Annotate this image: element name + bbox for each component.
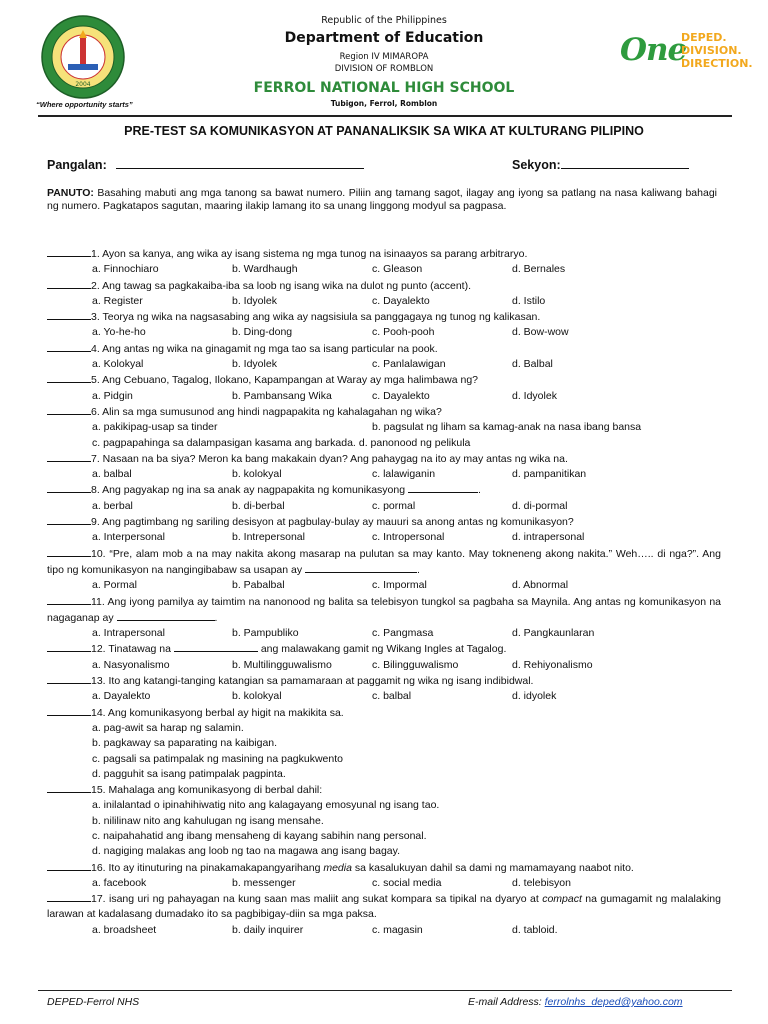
question-16 (47, 860, 721, 876)
choice-d: d. di-pormal (512, 499, 568, 512)
question-17 (47, 891, 721, 923)
choice-a: a. Intrapersonal (92, 627, 165, 640)
answer-blank-2[interactable] (47, 278, 91, 289)
choice-d: d. idyolek (512, 690, 557, 703)
question-1 (47, 246, 721, 262)
inline-blank[interactable] (174, 641, 258, 652)
question-8 (47, 482, 721, 498)
letterhead (0, 0, 768, 112)
choice-a: a. Dayalekto (92, 690, 151, 703)
answer-blank-1[interactable] (47, 246, 91, 257)
inline-blank[interactable] (305, 562, 417, 573)
directions (47, 187, 717, 213)
one-logo-stack (681, 31, 753, 70)
answer-blank-7[interactable] (47, 451, 91, 462)
choice-b: b. daily inquirer (232, 923, 304, 936)
choice-d: d. pagguhit sa isang patimpalak pagpinta. (92, 767, 286, 780)
question-emphasis: media (323, 861, 352, 874)
choices-12 (47, 658, 721, 673)
choice-c: c. Pangmasa (372, 627, 434, 640)
school-motto: “Where opportunity starts” (36, 100, 133, 109)
question-end: . (417, 563, 420, 576)
republic-text: Republic of the Philippines (321, 15, 447, 26)
question-11 (47, 594, 721, 627)
question-list (47, 246, 721, 938)
choices-6-row2 (47, 436, 721, 451)
question-text: 6. Alin sa mga sumusunod ang hindi nagpapakita ng kahalagahan ng wika? (91, 405, 442, 418)
question-14 (47, 705, 721, 721)
choice-d: d. Bernales (512, 263, 566, 276)
question-4 (47, 341, 721, 357)
choice-c: c. pagsali sa patimpalak ng masining na pagkukwento (92, 752, 343, 765)
choice-b: b. Pambansang Wika (232, 389, 332, 402)
choice-c: c. Dayalekto (372, 389, 430, 402)
answer-blank-12[interactable] (47, 641, 91, 652)
choice-d: d. panonood ng pelikula (358, 436, 471, 449)
choice-b: b. Pampubliko (232, 627, 299, 640)
question-text: 4. Ang antas ng wika na ginagamit ng mga tao sa isang particular na pook. (91, 342, 438, 355)
question-text: 16. Ito ay itinuturing na pinakamakapangyarihang (91, 861, 324, 874)
choice-b: b. Idyolek (232, 358, 277, 371)
choice-b: b. kolokyal (232, 468, 282, 481)
question-emphasis: compact (542, 893, 582, 906)
choice-a: a. facebook (92, 876, 147, 889)
question-12 (47, 641, 721, 657)
answer-blank-5[interactable] (47, 372, 91, 383)
question-text: 9. Ang pagtimbang ng sariling desisyon at pagbulay-bulay ay mauuri sa anong antas ng komunikasyon? (91, 516, 574, 529)
question-text: 13. Ito ang katangi-tanging katangian sa pamamaraan at paggamit ng wika ng isang indibidwal. (91, 675, 534, 688)
choice-b: b. Wardhaugh (232, 263, 298, 276)
directions-text: Basahing mabuti ang mga tanong sa bawat numero. Piliin ang tamang sagot, ilagay ang iyong sa patlang na nasa kaliwang bahagi ng numero. Pagkatapos sagutan, maaring ilakip lamang ito sa unang linggong modyul sa pagpasa. (47, 187, 717, 212)
one-logo-word: One (620, 32, 687, 68)
question-2 (47, 278, 721, 294)
choice-a: a. Interpersonal (92, 531, 165, 544)
school-address: Tubigon, Ferrol, Romblon (330, 99, 438, 108)
choice-b: b. Idyolek (232, 294, 277, 307)
choice-d: d. tabloid. (512, 923, 558, 936)
question-text: 5. Ang Cebuano, Tagalog, Ilokano, Kapampangan at Waray ay mga halimbawa ng? (91, 374, 479, 387)
question-text-post: na gumagamit ng malalaking larawan at kadalasang dumadako ito sa pagbibigay-diin sa mga paksa. (47, 893, 721, 921)
choice-a: a. Nasyonalismo (92, 658, 170, 671)
choice-d: d. telebisyon (512, 876, 571, 889)
question-10 (47, 546, 721, 579)
department-text: Department of Education (284, 30, 484, 46)
choice-b: b. Intrepersonal (232, 531, 305, 544)
choices-9 (47, 530, 721, 545)
choice-a: a. broadsheet (92, 923, 157, 936)
choice-c: c. pormal (372, 499, 416, 512)
question-text: 1. Ayon sa kanya, ang wika ay isang sistema ng mga tunog na isinaayos sa parang arbitraryo. (91, 248, 528, 260)
name-label: Pangalan: (47, 158, 107, 172)
choice-c: c. pagpapahinga sa dalampasigan kasama ang barkada. (92, 436, 356, 449)
question-text: 10. “Pre, alam mob a na may nakita akong masarap na pulutan sa may kanto. May tokneneng akong nakita.” Weh….. di nga?”. Ang tipo ng komunikasyon na nangingibabaw sa usapan ay (47, 547, 721, 576)
choice-c: c. Intropersonal (372, 531, 445, 544)
choice-c: c. Gleason (372, 263, 423, 276)
answer-blank-17[interactable] (47, 891, 91, 902)
one-deped-logo (620, 30, 760, 76)
inline-blank[interactable] (117, 610, 215, 621)
inline-blank[interactable] (408, 482, 478, 493)
question-text: 14. Ang komunikasyong berbal ay higit na makikita sa. (91, 706, 344, 719)
choice-a: a. Finnochiaro (92, 263, 159, 276)
email-link[interactable]: ferrolnhs_deped@yahoo.com (544, 996, 683, 1008)
choice-a: a. pakikipag-usap sa tinder (92, 421, 218, 434)
choice-b: b. di-berbal (232, 499, 285, 512)
division-text: DIVISION OF ROMBLON (334, 64, 434, 74)
choice-d: d. Balbal (512, 358, 553, 371)
email-label: E-mail Address: (468, 996, 545, 1008)
footer-school: DEPED-Ferrol NHS (47, 996, 140, 1008)
question-7 (47, 451, 721, 467)
question-9 (47, 514, 721, 530)
choices-8 (47, 499, 721, 514)
choice-a: a. balbal (92, 468, 132, 481)
choices-4 (47, 357, 721, 372)
question-text: 12. Tinatawag na (91, 643, 171, 656)
choice-a: a. inilalantad o ipinahihiwatig nito ang kalagayang emosyunal ng isang tao. (92, 799, 440, 812)
question-15 (47, 782, 721, 798)
choice-b: b. Pabalbal (232, 579, 285, 592)
answer-blank-14[interactable] (47, 705, 91, 716)
answer-blank-10[interactable] (47, 546, 91, 557)
answer-blank-13[interactable] (47, 673, 91, 684)
answer-blank-15[interactable] (47, 782, 91, 793)
choice-b: b. nililinaw nito ang kahulugan ng isang mensahe. (92, 814, 324, 827)
choice-a: a. Pidgin (92, 389, 133, 402)
choices-5 (47, 389, 721, 404)
question-text: 8. Ang pagyakap ng ina sa anak ay nagpapakita ng komunikasyong (91, 484, 406, 497)
question-text: 2. Ang tawag sa pagkakaiba-iba sa loob ng isang wika na dulot ng punto (accent). (91, 279, 472, 292)
choice-c: c. Bilingguwalismo (372, 658, 459, 671)
choice-c: c. social media (372, 876, 442, 889)
choice-d: d. Pangkaunlaran (512, 627, 595, 640)
question-13 (47, 673, 721, 689)
question-text: 3. Teorya ng wika na nagsasabing ang wika ay nagsisiula sa panggagaya ng tunog ng kalikasan. (91, 311, 541, 324)
seal-year: 2004 (75, 81, 91, 88)
name-blank[interactable] (116, 157, 364, 169)
choices-6-row1 (47, 420, 721, 435)
question-end: . (214, 611, 218, 624)
answer-blank-9[interactable] (47, 514, 91, 525)
choice-a: a. Pormal (92, 579, 137, 592)
answer-blank-11[interactable] (47, 594, 91, 605)
question-text: 17. isang uri ng pahayagan na kung saan mas maliit ang sukat kompara sa tipikal na dyaryo at (91, 893, 543, 906)
choices-13 (47, 689, 721, 704)
footer-divider (38, 990, 732, 991)
choice-d: d. Bow-wow (512, 326, 569, 339)
choice-c: c. Panlalawigan (372, 358, 446, 371)
choice-b: b. Ding-dong (232, 326, 293, 339)
section-label: Sekyon: (512, 158, 561, 172)
one-logo-line-3: DIRECTION. (681, 57, 753, 70)
choice-a: a. Yo-he-ho (92, 326, 146, 339)
choice-d: d. Rehiyonalismo (512, 658, 593, 671)
choice-b: b. pagkaway sa paparating na kaibigan. (92, 737, 278, 750)
section-blank[interactable] (561, 157, 689, 169)
question-3 (47, 309, 721, 325)
choice-c: c. balbal (372, 690, 412, 703)
choice-c: c. magasin (372, 923, 423, 936)
choices-2 (47, 294, 721, 309)
choice-d: d. Abnormal (512, 579, 569, 592)
choices-17 (47, 923, 721, 938)
choices-3 (47, 325, 721, 340)
answer-blank-8[interactable] (47, 482, 91, 493)
answer-blank-16[interactable] (47, 860, 91, 871)
choice-b: b. messenger (232, 876, 296, 889)
choice-c: c. Impormal (372, 579, 427, 592)
question-text-2: ang malawakang gamit ng Wikang Ingles at Tagalog. (257, 643, 507, 656)
choice-d: d. intrapersonal (512, 531, 585, 544)
answer-blank-4[interactable] (47, 341, 91, 352)
one-logo-line-1: DEPED. (681, 31, 727, 44)
choices-11 (47, 626, 721, 641)
choices-1 (47, 262, 721, 277)
question-5 (47, 372, 721, 388)
answer-blank-6[interactable] (47, 404, 91, 415)
choice-b: b. kolokyal (232, 690, 282, 703)
header-divider (38, 115, 732, 117)
choice-c: c. naipahahatid ang ibang mensaheng di kayang sabihin nang personal. (92, 829, 427, 842)
test-title: PRE-TEST SA KOMUNIKASYON AT PANANALIKSIK SA WIKA AT KULTURANG PILIPINO (124, 124, 644, 138)
choices-10 (47, 578, 721, 593)
choice-b: b. pagsulat ng liham sa kamag-anak na nasa ibang bansa (372, 421, 642, 434)
choice-a: a. berbal (92, 499, 133, 512)
directions-label: PANUTO: (47, 187, 94, 199)
choices-7 (47, 467, 721, 482)
section-field (512, 157, 689, 172)
choice-a: a. Kolokyal (92, 358, 144, 371)
choice-a: a. Register (92, 294, 143, 307)
question-text: 11. Ang iyong pamilya ay taimtim na nanonood ng balita sa telebisyon tungkol sa pagbaha sa Maynila. Ang antas ng komunikasyon na nagaganap ay (47, 595, 721, 624)
choice-d: d. nagiging malakas ang loob ng tao na magawa ang isang bagay. (92, 845, 401, 858)
answer-blank-3[interactable] (47, 309, 91, 320)
choice-b: b. Multilingguwalismo (232, 658, 332, 671)
choice-d: d. Idyolek (512, 389, 557, 402)
question-text: 7. Nasaan na ba siya? Meron ka bang makakain dyan? Ang pahaygag na ito ay may antas ng wika na. (91, 452, 568, 465)
question-text-post: sa kasalukuyan dahil sa dami ng mamamayang naabot nito. (351, 861, 634, 874)
choice-d: d. Istilo (512, 294, 546, 307)
school-name: FERROL NATIONAL HIGH SCHOOL (253, 80, 515, 96)
choice-c: c. Pooh-pooh (372, 326, 435, 339)
name-field (47, 157, 364, 172)
choice-c: c. lalawiganin (372, 468, 436, 481)
footer-contact (468, 996, 683, 1008)
question-text: 15. Mahalaga ang komunikasyong di berbal dahil: (91, 784, 323, 797)
question-6 (47, 404, 721, 420)
region-text: Region IV MIMAROPA (339, 52, 429, 62)
one-logo-line-2: DIVISION. (681, 44, 742, 57)
choice-a: a. pag-awit sa harap ng salamin. (92, 721, 244, 734)
choices-16 (47, 876, 721, 891)
choice-d: d. pampanitikan (512, 468, 587, 481)
question-end: . (477, 484, 481, 497)
choice-c: c. Dayalekto (372, 294, 430, 307)
